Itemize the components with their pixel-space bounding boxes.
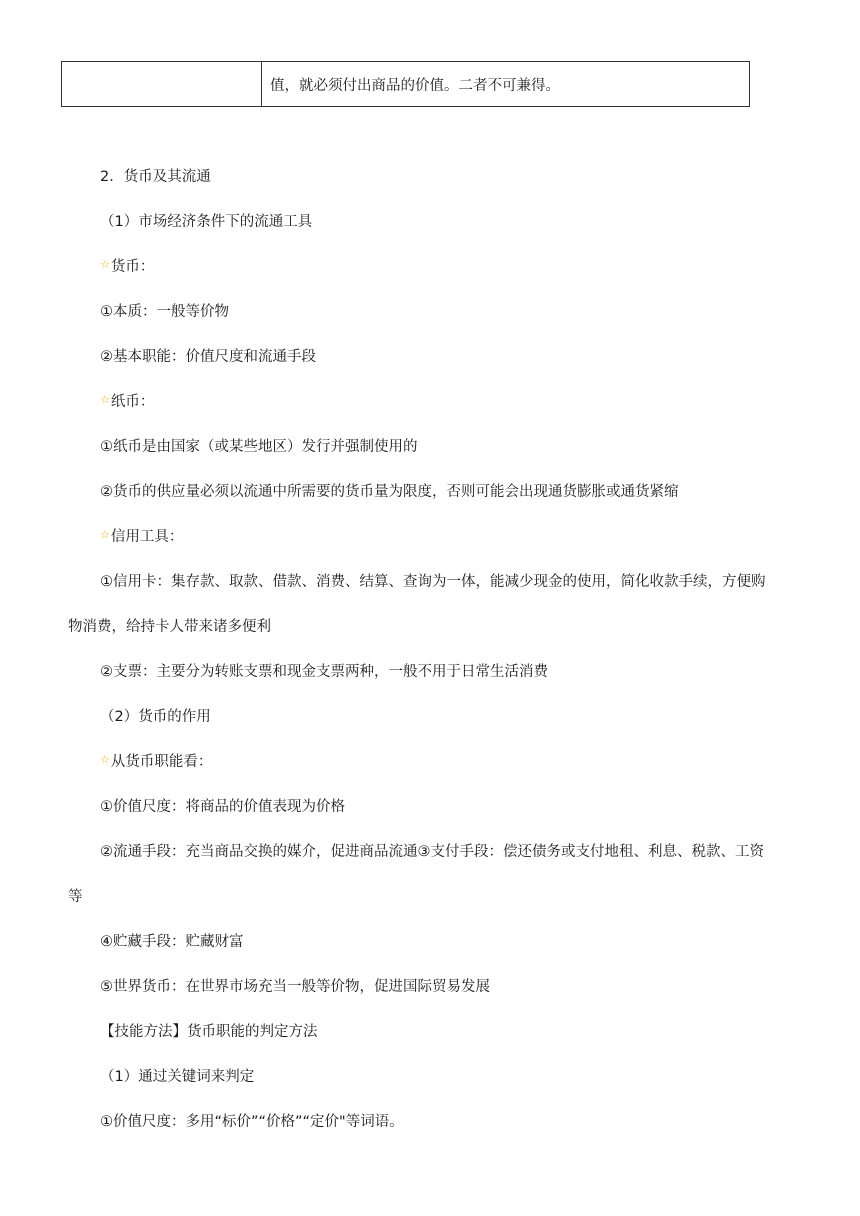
subsection-heading: （2）货币的作用	[100, 709, 211, 725]
function-heading-text: 从货币职能看：	[110, 754, 213, 770]
list-item: ①信用卡：集存款、取款、借款、消费、结算、查询为一体，能减少现金的使用，简化收款手续，方便购	[100, 574, 766, 590]
table-cell-right: 值，就必须付出商品的价值。二者不可兼得。	[262, 62, 750, 107]
list-item: ②流通手段：充当商品交换的媒介，促进商品流通③支付手段：偿还债务或支付地租、利息、税款、工资	[100, 844, 764, 860]
list-item-continued: 物消费，给持卡人带来诸多便利	[68, 619, 271, 635]
paper-heading	[100, 392, 154, 413]
list-item: ②基本职能：价值尺度和流通手段	[100, 349, 316, 365]
list-item: ④贮藏手段：贮藏财富	[100, 934, 244, 950]
section-title: 2．货币及其流通	[100, 169, 211, 185]
list-item: ①价值尺度：将商品的价值表现为价格	[100, 799, 345, 815]
credit-heading	[100, 527, 183, 548]
credit-heading-text: 信用工具：	[110, 529, 184, 545]
star-icon: ☆	[100, 258, 110, 271]
paper-heading-text: 纸币：	[110, 394, 155, 410]
continued-table	[61, 61, 750, 107]
list-item: ①本质：一般等价物	[100, 304, 229, 320]
list-item: ①价值尺度：多用“标价”“价格”“定价"等词语。	[100, 1114, 404, 1130]
list-item: ⑤世界货币：在世界市场充当一般等价物，促进国际贸易发展	[100, 979, 490, 995]
star-icon: ☆	[100, 393, 110, 406]
star-icon: ☆	[100, 753, 110, 766]
list-item: ②货币的供应量必须以流通中所需要的货币量为限度，否则可能会出现通货膨胀或通货紧缩	[100, 484, 679, 500]
function-heading	[100, 752, 212, 773]
list-item: ②支票：主要分为转账支票和现金支票两种，一般不用于日常生活消费	[100, 664, 548, 680]
list-item-continued: 等	[68, 889, 83, 905]
subsection-heading: （1）市场经济条件下的流通工具	[100, 214, 313, 230]
money-heading	[100, 257, 154, 278]
list-item: ①纸币是由国家（或某些地区）发行并强制使用的	[100, 439, 418, 455]
subsection-heading: （1）通过关键词来判定	[100, 1069, 255, 1085]
table-cell-left	[62, 62, 262, 107]
star-icon: ☆	[100, 528, 110, 541]
money-heading-text: 货币：	[110, 259, 155, 275]
skill-heading: 【技能方法】货币职能的判定方法	[100, 1024, 318, 1040]
table-row	[62, 62, 750, 107]
